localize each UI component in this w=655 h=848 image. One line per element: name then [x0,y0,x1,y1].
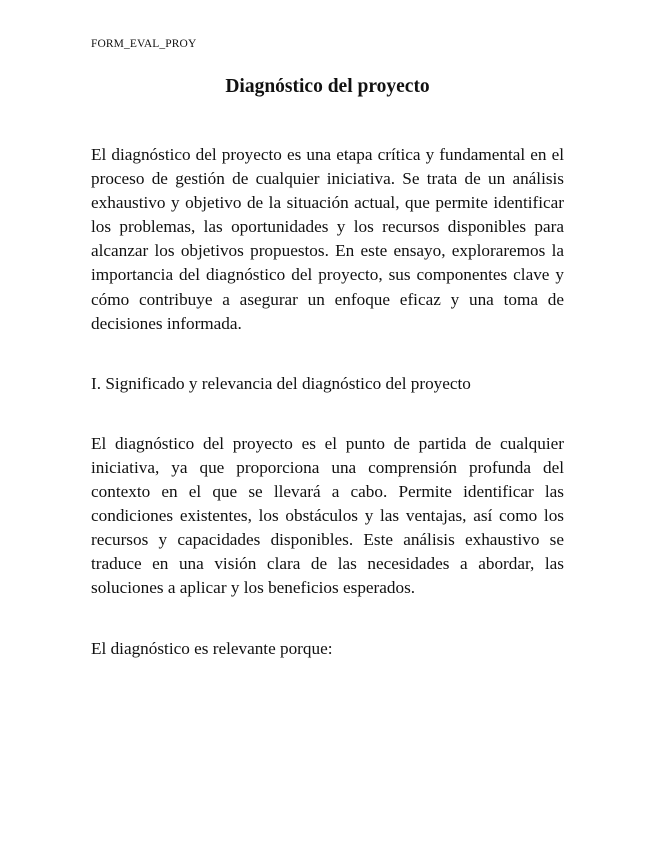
section-heading: I. Significado y relevancia del diagnóstico del proyecto [91,373,471,393]
document-body [91,143,564,661]
form-code: FORM_EVAL_PROY [91,38,197,50]
section-paragraph: El diagnóstico del proyecto es el punto de partida de cualquier iniciativa, ya que proporciona una comprensión profunda del contexto en el que se llevará a cabo. Permite identificar las condiciones existentes, los obstáculos y las ventajas, así como los recursos y capacidades disponibles. Este análisis exhaustivo se traduce en una visión clara de las necesidades a abordar, las soluciones a aplicar y los beneficios esperados. [91,433,564,598]
intro-paragraph: El diagnóstico del proyecto es una etapa crítica y fundamental en el proceso de gestión de cualquier iniciativa. Se trata de un análisis exhaustivo y objetivo de la situación actual, que permite identificar los problemas, las oportunidades y los recursos disponibles para alcanzar los objetivos propuestos. En este ensayo, exploraremos la importancia del diagnóstico del proyecto, sus componentes clave y cómo contribuye a asegurar un enfoque eficaz y una toma de decisiones informada. [91,145,564,333]
relevance-lead: El diagnóstico es relevante porque: [91,638,333,658]
page-title: Diagnóstico del proyecto [225,76,430,97]
